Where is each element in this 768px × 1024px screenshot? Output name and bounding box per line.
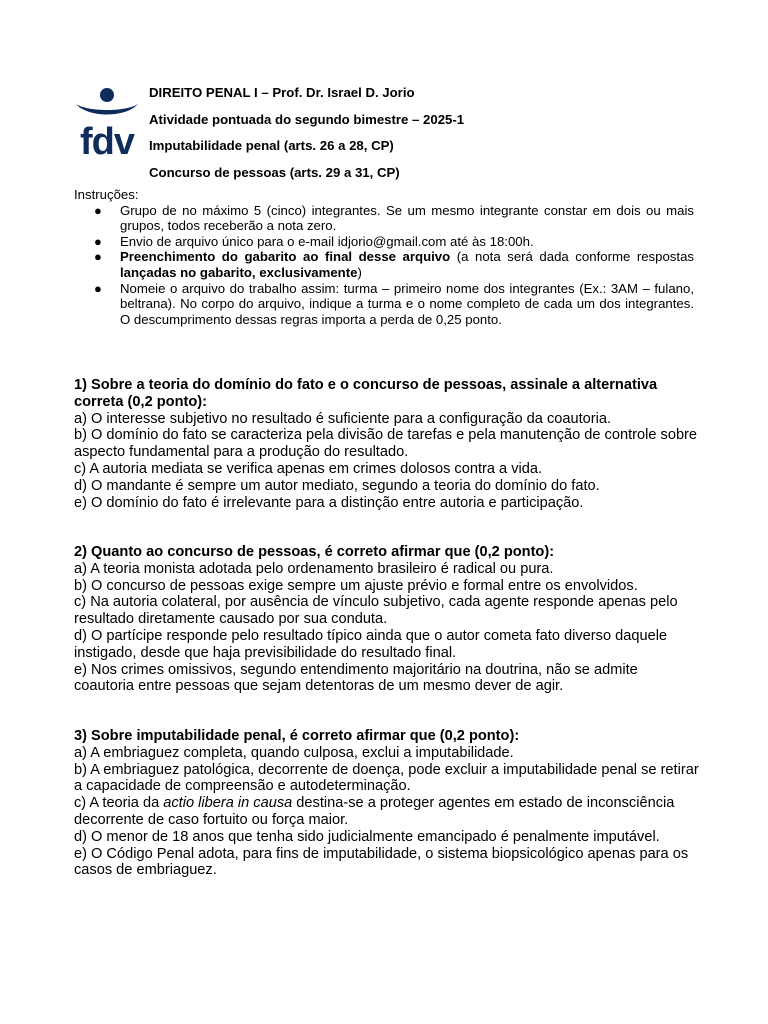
question-1 <box>74 377 699 511</box>
course-title: DIREITO PENAL I – Prof. Dr. Israel D. Jorio <box>149 85 415 100</box>
fdv-swoosh-icon <box>74 86 140 126</box>
option-e: e) O domínio do fato é irrelevante para a distinção entre autoria e participação. <box>74 494 584 511</box>
bullet-icon: ● <box>94 233 102 249</box>
option-d: d) O menor de 18 anos que tenha sido judicialmente emancipado é penalmente imputável. <box>74 828 660 845</box>
instruction-emphasis: Preenchimento do gabarito ao final desse arquivo <box>120 249 451 265</box>
instruction-text: (a nota será dada conforme respostas <box>450 249 694 265</box>
instruction-item <box>74 203 694 234</box>
instructions-block <box>74 187 694 327</box>
option-b: b) O concurso de pessoas exige sempre um ajuste prévio e formal entre os envolvidos. <box>74 577 638 594</box>
option-c: c) A autoria mediata se verifica apenas em crimes dolosos contra a vida. <box>74 460 543 477</box>
logo-text: fdv <box>80 121 134 163</box>
option-c: c) Na autoria colateral, por ausência de vínculo subjetivo, cada agente responde apenas pelo resultado diretamente causado por sua conduta. <box>74 594 678 628</box>
instruction-item <box>74 249 694 280</box>
bullet-icon: ● <box>94 202 102 218</box>
question-title: 1) Sobre a teoria do domínio do fato e o concurso de pessoas, assinale a alternativa correta (0,2 ponto): <box>74 377 658 410</box>
instruction-emphasis: lançadas no gabarito, exclusivamente <box>120 264 358 280</box>
question-title: 2) Quanto ao concurso de pessoas, é correto afirmar que (0,2 ponto): <box>74 544 555 560</box>
option-text: destina-se a proteger agentes em estado de inconsciência decorrente de caso fortuito ou força maior. <box>74 795 675 828</box>
instruction-text: Nomeie o arquivo do trabalho assim: turma – primeiro nome dos integrantes (Ex.: 3AM – fulano, beltrana). No corpo do arquivo, indique a turma e o nome completo de cada um dos integrantes. O descumprimento dessas regras importa a perda de 0,25 ponto. <box>120 280 694 327</box>
fdv-logo <box>74 86 140 164</box>
document-header <box>149 84 709 181</box>
option-a: a) A embriaguez completa, quando culposa, exclui a imputabilidade. <box>74 744 514 761</box>
option-b: b) A embriaguez patológica, decorrente de doença, pode excluir a imputabilidade penal se retirar a capacidade de compreensão e autodeterminação. <box>74 761 699 795</box>
instructions-list <box>74 203 694 328</box>
option-a: a) A teoria monista adotada pelo ordenamento brasileiro é radical ou pura. <box>74 560 554 577</box>
option-e: e) O Código Penal adota, para fins de imputabilidade, o sistema biopsicológico apenas para os casos de embriaguez. <box>74 845 689 879</box>
latin-term: actio libera in causa <box>163 795 293 812</box>
question-title: 3) Sobre imputabilidade penal, é correto afirmar que (0,2 ponto): <box>74 728 520 744</box>
bullet-icon: ● <box>94 249 102 265</box>
option-e: e) Nos crimes omissivos, segundo entendimento majoritário na doutrina, não se admite coautoria entre pessoas que sejam detentoras de um mesmo dever de agir. <box>74 661 638 695</box>
instruction-text: Envio de arquivo único para o e-mail idjorio@gmail.com até às 18:00h. <box>120 233 534 249</box>
option-c <box>74 795 699 829</box>
topic-concurso: Concurso de pessoas (arts. 29 a 31, CP) <box>149 164 400 180</box>
topic-imputabilidade: Imputabilidade penal (arts. 26 a 28, CP) <box>149 138 394 153</box>
bullet-icon: ● <box>94 280 102 296</box>
question-3 <box>74 728 699 879</box>
activity-title: Atividade pontuada do segundo bimestre – 2025-1 <box>149 111 465 127</box>
question-2 <box>74 544 699 695</box>
instruction-text: Grupo de no máximo 5 (cinco) integrantes. Se um mesmo integrante constar em dois ou mais grupos, todos receberão a nota zero. <box>120 202 694 234</box>
instruction-text: ) <box>357 264 362 280</box>
instructions-title: Instruções: <box>74 187 139 202</box>
option-text: c) A teoria da <box>74 795 164 812</box>
instruction-item <box>74 281 694 328</box>
option-d: d) O partícipe responde pelo resultado típico ainda que o autor cometa fato diverso daquele instigado, desde que haja previsibilidade do resultado final. <box>74 627 668 661</box>
option-b: b) O domínio do fato se caracteriza pela divisão de tarefas e pela manutenção de controle sobre aspecto fundamental para a produção do resultado. <box>74 427 698 461</box>
option-d: d) O mandante é sempre um autor mediato, segundo a teoria do domínio do fato. <box>74 477 600 494</box>
option-a: a) O interesse subjetivo no resultado é suficiente para a configuração da coautoria. <box>74 410 612 427</box>
instruction-item <box>74 234 694 250</box>
